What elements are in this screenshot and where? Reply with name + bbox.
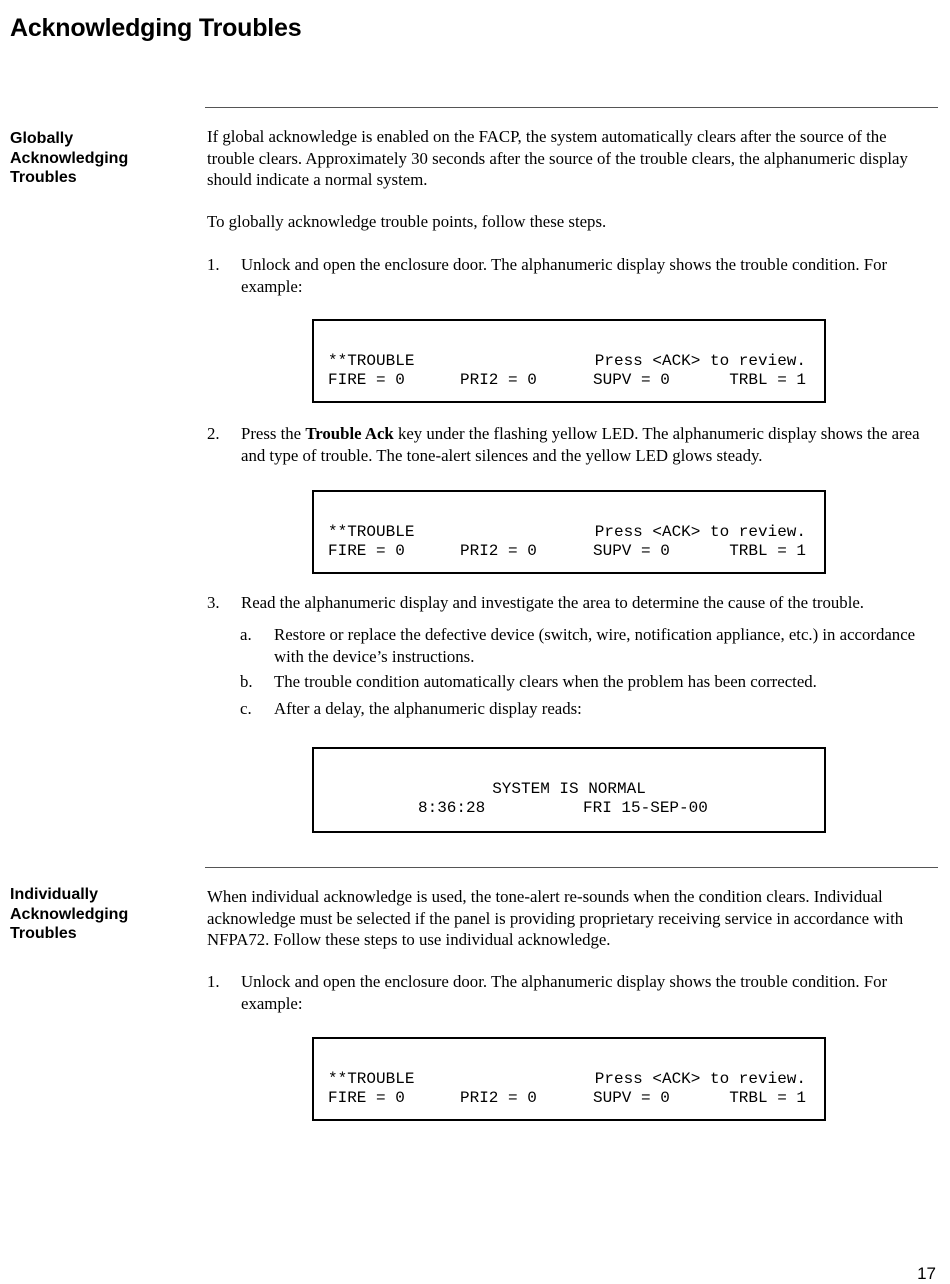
- substep-c: [240, 698, 930, 720]
- substep-letter: c.: [240, 699, 252, 718]
- display-example-trouble: [312, 319, 826, 403]
- step-number: 2.: [207, 424, 220, 443]
- section-intro: When individual acknowledge is used, the tone-alert re-sounds when the condition clears. Individual acknowledge must be selected if the panel is providing proprietary receiving service in accordance with NFPA72. Follow these steps to use individual acknowledge.: [207, 887, 904, 949]
- display-label: **TROUBLE: [328, 1070, 415, 1088]
- display-system-normal: [312, 747, 826, 833]
- substep-b: [240, 671, 930, 693]
- display-supv: SUPV = 0: [593, 371, 670, 389]
- display-date: FRI 15-SEP-00: [583, 799, 708, 817]
- display-fire: FIRE = 0: [328, 1089, 405, 1107]
- step-text: Unlock and open the enclosure door. The alphanumeric display shows the trouble condition. For example:: [241, 972, 888, 1013]
- display-pri2: PRI2 = 0: [460, 371, 537, 389]
- page-number: 17: [917, 1264, 936, 1283]
- substep-text: Restore or replace the defective device (switch, wire, notification appliance, etc.) in accordance with the device’s instructions.: [274, 625, 916, 666]
- heading-line: Troubles: [10, 169, 77, 186]
- step-number: 1.: [207, 972, 220, 991]
- key-name: Trouble Ack: [305, 424, 394, 443]
- heading-line: Individually: [10, 886, 99, 903]
- display-time: 8:36:28: [418, 799, 486, 817]
- heading-line: Acknowledging: [10, 905, 129, 923]
- step-text-pre: Press the: [241, 424, 306, 443]
- step-number: 1.: [207, 255, 220, 274]
- display-supv: SUPV = 0: [593, 1089, 670, 1107]
- step-1: [207, 254, 937, 297]
- substep-text: The trouble condition automatically clears when the problem has been corrected.: [274, 672, 817, 691]
- display-status: SYSTEM IS NORMAL: [492, 780, 646, 798]
- step-text: Read the alphanumeric display and investigate the area to determine the cause of the trouble.: [241, 593, 864, 612]
- display-pri2: PRI2 = 0: [460, 542, 537, 560]
- display-fire: FIRE = 0: [328, 371, 405, 389]
- display-example-trouble: [312, 1037, 826, 1121]
- section-divider: [205, 867, 938, 868]
- section-lead: To globally acknowledge trouble points, follow these steps.: [207, 212, 607, 231]
- display-prompt: Press <ACK> to review.: [594, 352, 806, 370]
- substep-a: [240, 624, 930, 667]
- display-fire: FIRE = 0: [328, 542, 405, 560]
- substep-letter: b.: [240, 672, 253, 691]
- section-heading-individual: [10, 885, 190, 944]
- display-trbl: TRBL = 1: [729, 371, 806, 389]
- display-trbl: TRBL = 1: [729, 1089, 806, 1107]
- step-2: [207, 423, 937, 466]
- step-text: Unlock and open the enclosure door. The alphanumeric display shows the trouble condition. For example:: [241, 255, 888, 296]
- display-label: **TROUBLE: [328, 523, 415, 541]
- section-divider: [205, 107, 938, 108]
- step-number: 3.: [207, 593, 220, 612]
- section-intro: If global acknowledge is enabled on the FACP, the system automatically clears after the source of the trouble clears. Approximately 30 seconds after the source of the trouble clears, the alphanumeric display should indicate a normal system.: [207, 127, 908, 189]
- step-3: [207, 592, 937, 614]
- heading-line: Troubles: [10, 925, 77, 942]
- substep-letter: a.: [240, 625, 252, 644]
- page-title: Acknowledging Troubles: [10, 14, 302, 42]
- display-label: **TROUBLE: [328, 352, 415, 370]
- display-pri2: PRI2 = 0: [460, 1089, 537, 1107]
- heading-line: Acknowledging: [10, 149, 129, 167]
- display-example-trouble: [312, 490, 826, 574]
- step-1: [207, 971, 937, 1014]
- heading-line: Globally: [10, 130, 74, 147]
- display-supv: SUPV = 0: [593, 542, 670, 560]
- step-text-post: key under the flashing yellow LED. The alphanumeric display shows the area and type of trouble. The tone-alert silences and the yellow LED glows steady.: [241, 424, 920, 465]
- substep-text: After a delay, the alphanumeric display reads:: [274, 699, 582, 718]
- display-prompt: Press <ACK> to review.: [594, 1070, 806, 1088]
- step-text: [241, 423, 937, 466]
- display-trbl: TRBL = 1: [729, 542, 806, 560]
- display-prompt: Press <ACK> to review.: [594, 523, 806, 541]
- section-heading-global: [10, 129, 190, 188]
